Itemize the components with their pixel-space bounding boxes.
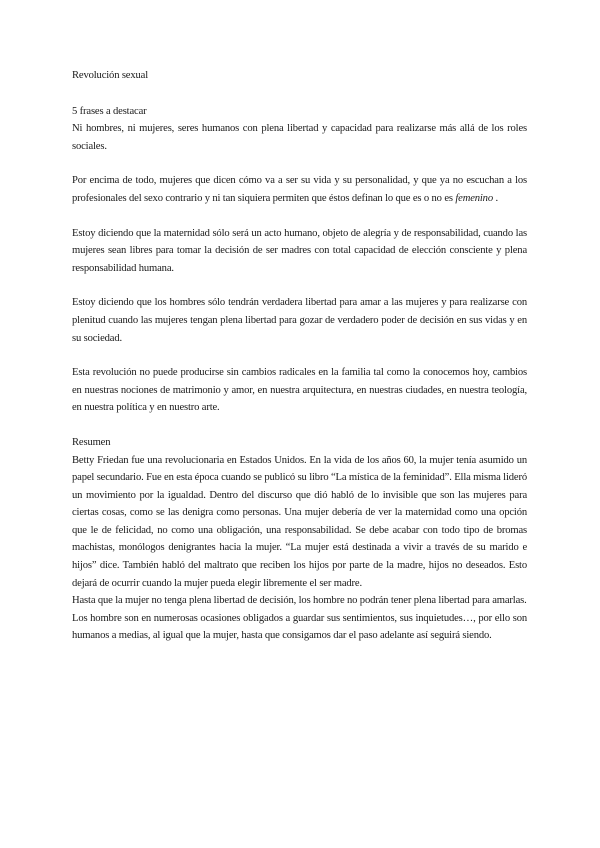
document-title: Revolución sexual — [72, 70, 149, 81]
quote-4: Estoy diciendo que los hombres sólo tendrán verdadera libertad para amar a las mujeres y para realizarse con plenitud cuando las mujeres tengan plena libertad para gozar de verdadero poder de decisión en sus vidas y en su sociedad. — [72, 297, 527, 344]
summary-heading: Resumen — [72, 436, 111, 448]
quote-3: Estoy diciendo que la maternidad sólo será un acto humano, objeto de alegría y de responsabilidad, cuando las mujeres sean libres para tomar la decisión de ser madres con total capacidad de elección consciente y plena responsabilidad humana. — [72, 227, 527, 274]
quotes-heading: 5 frases a destacar — [72, 105, 147, 117]
quote-2-end: . — [492, 192, 498, 204]
document-body — [72, 67, 527, 645]
spacer — [72, 208, 527, 225]
spacer — [72, 155, 527, 172]
spacer — [72, 347, 527, 364]
spacer — [72, 277, 527, 294]
quote-2 — [72, 172, 527, 207]
quote-5: Esta revolución no puede producirse sin cambios radicales en la familia tal como la conocemos hoy, cambios en nuestras nociones de matrimonio y amor, en nuestra arquitectura, en nuestras ciudades, en nuestra teología, en nuestra política y en nuestro arte. — [72, 367, 527, 414]
quote-2-text: Por encima de todo, mujeres que dicen cómo va a ser su vida y su personalidad, y que ya no escuchan a los profesionales del sexo contrario y ni tan siquiera permiten que éstos definan lo que es o no es — [72, 175, 527, 204]
quote-2-italic-word: femenino — [455, 192, 493, 204]
quote-1: Ni hombres, ni mujeres, seres humanos con plena libertad y capacidad para realizarse más allá de los roles sociales. — [72, 123, 527, 152]
summary-paragraph-1: Betty Friedan fue una revolucionaria en Estados Unidos. En la vida de los años 60, la mujer tenía asumido un papel secundario. Fue en esta época cuando se publicó su libro “La mística de la feminidad”. Ella misma lideró un movimiento por la igualdad. Dentro del discurso que dió habló de lo invisible que son las mujeres para ciertas cosas, como se las denigra como personas. Una mujer debería de ver la maternidad como una opción que le de felicidad, no como una obligación, una responsabilidad. Se debe acabar con todo tipo de bromas machistas, monólogos denigrantes hacia la mujer. “La mujer está destinada a vivir a través de su marido e hijos” dice. También habló del maltrato que reciben los hijos por parte de la madre, hijos no deseados. Esto dejará de ocurrir cuando la mujer pueda elegir libremente el ser madre. — [72, 454, 527, 589]
summary-paragraph-3: Los hombre son en numerosas ocasiones obligados a guardar sus sentimientos, sus inquietudes…, por ello son humanos a medias, al igual que la mujer, hasta que consigamos dar el paso adelante así seguirá siendo. — [72, 612, 527, 642]
spacer — [72, 417, 527, 434]
summary-paragraph-2: Hasta que la mujer no tenga plena libertad de decisión, los hombre no podrán tener plena libertad para amarlas. — [72, 595, 527, 607]
